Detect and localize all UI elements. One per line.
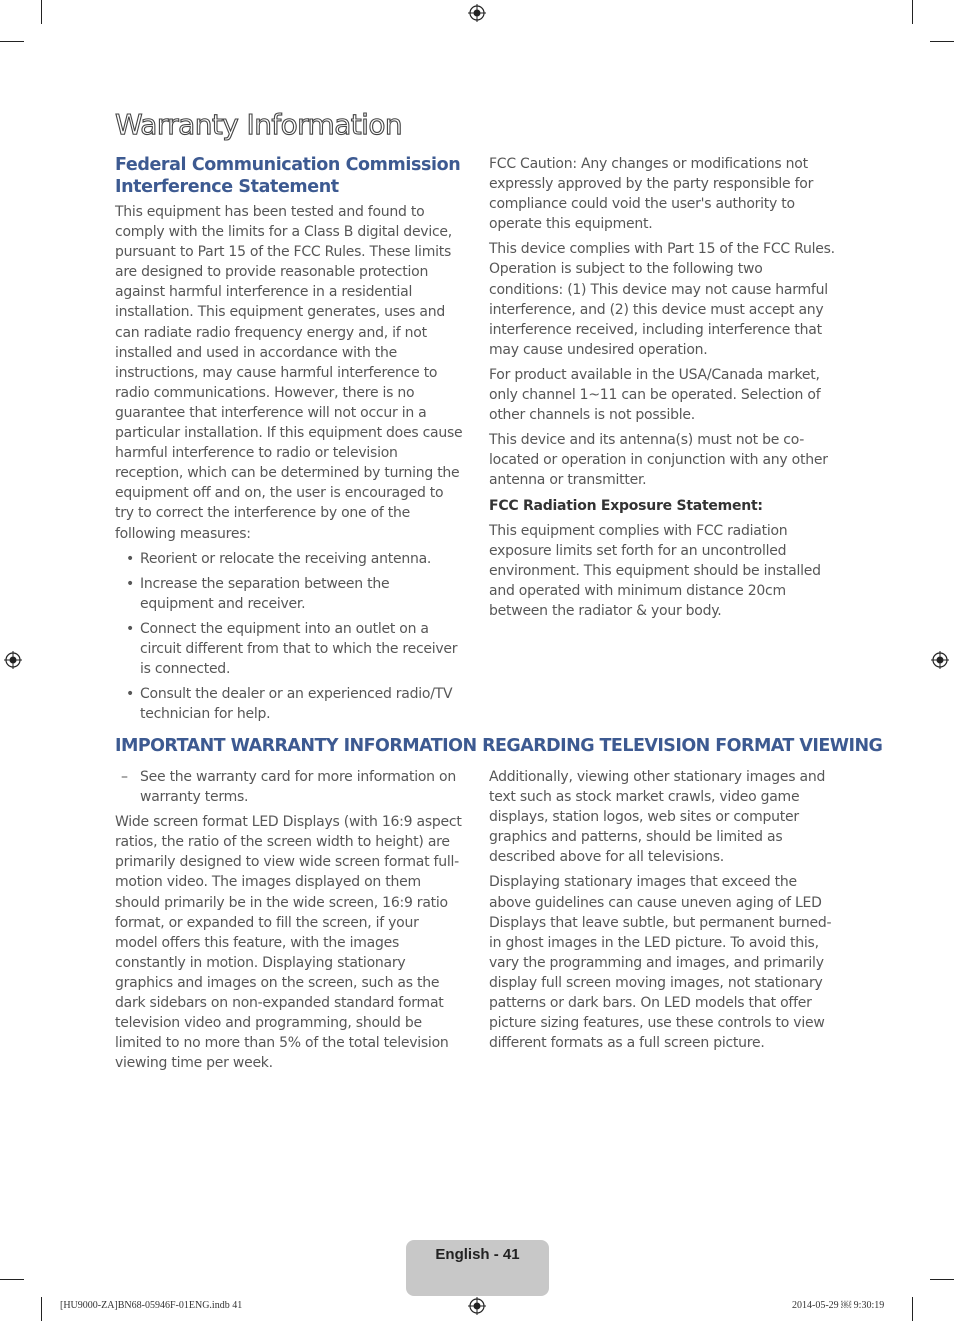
crop-mark-top-left-vertical: [41, 0, 42, 24]
radiation-text: This equipment complies with FCC radiation exposure limits set forth for an uncontrolled environment. This equipment should be installed and operated with minimum distance 20cm between the radiator & your body.: [489, 522, 821, 619]
warranty-right-column: [489, 767, 839, 1058]
crop-mark-bottom-right-horizontal: [930, 1279, 954, 1280]
bullet-mark: •: [126, 620, 135, 637]
crop-mark-bottom-left-horizontal: [0, 1279, 24, 1280]
registration-mark-right-icon: [931, 651, 949, 669]
list-item: • Consult the dealer or an experienced radio/TV technician for help.: [126, 686, 453, 723]
page-number-tab: [406, 1240, 549, 1296]
registration-mark-left-icon: [4, 651, 22, 669]
fcc-part15: This device complies with Part 15 of the FCC Rules. Operation is subject to the following two conditions: (1) This device may not cause harmful interference, and (2) this device must accept any interference received, including interference that may cause undesired operation.: [489, 241, 835, 358]
page-number-label: English - 41: [435, 1246, 520, 1263]
page-title: Warranty Information: [115, 108, 403, 141]
fcc-heading: Federal Communication Commission Interference Statement: [115, 155, 461, 197]
fcc-intro: This equipment has been tested and found to comply with the limits for a Class B digital device, pursuant to Part 15 of the FCC Rules. These limits are designed to provide reasonable protection against harmful interference in a residential installation. This equipment generates, uses and can radiate radio frequency energy and, if not installed and used in accordance with the instructions, may cause harmful interference to radio communications. However, there is no guarantee that interference will not occur in a particular installation. If this equipment does cause harmful interference to radio or television reception, which can be determined by turning the equipment off and on, the user is encouraged to try to correct the interference by one of the following measures:: [115, 204, 463, 542]
bullet-mark: •: [126, 575, 135, 592]
fcc-measures-list: [115, 549, 465, 725]
registration-mark-bottom-icon: [468, 1297, 486, 1315]
slug-date: 2014-05-29 ￼ 9:30:19: [792, 1300, 885, 1311]
list-item: – See the warranty card for more information on warranty terms.: [121, 769, 456, 806]
warranty-widescreen: Wide screen format LED Displays (with 16:9 aspect ratios, the ratio of the screen width to height) are primarily designed to view wide screen format full-motion video. The images displayed on them should primarily be in the wide screen, 16:9 ratio format, or expanded to fill the screen, if your model offers this feature, with the images constantly in motion. Displaying stationary graphics and images on the screen, such as the dark sidebars on non-expanded standard format television video and programming, should be limited to no more than 5% of the total television viewing time per week.: [115, 814, 462, 1072]
warranty-left-column: [115, 767, 465, 1078]
fcc-caution: FCC Caution: Any changes or modifications not expressly approved by the party responsible for compliance could void the user's authority to operate this equipment.: [489, 156, 814, 233]
crop-mark-top-left-horizontal: [0, 41, 24, 42]
warranty-heading: IMPORTANT WARRANTY INFORMATION REGARDING TELEVISION FORMAT VIEWING: [115, 736, 883, 756]
list-item: • Reorient or relocate the receiving antenna.: [115, 549, 465, 569]
list-item: • Increase the separation between the equipment and receiver.: [126, 575, 390, 612]
warranty-additionally: Additionally, viewing other stationary images and text such as stock market crawls, video game displays, station logos, web sites or computer graphics and patterns, should be limited as described above for all televisions.: [489, 769, 826, 866]
warranty-note-list: [115, 767, 465, 807]
bullet-mark: •: [126, 550, 135, 567]
crop-mark-top-right-horizontal: [930, 41, 954, 42]
crop-mark-top-right-vertical: [912, 0, 913, 24]
list-item: • Connect the equipment into an outlet on a circuit different from that to which the receiver is connected.: [126, 620, 458, 678]
registration-mark-top-icon: [468, 4, 486, 22]
warranty-burn-in: Displaying stationary images that exceed the above guidelines can cause uneven aging of LED Displays that leave subtle, but permanent burned-in ghost images in the LED picture. To avoid this, vary the programming and images, and primarily display full screen moving images, not stationary patterns or dark bars. On LED models that offer picture sizing features, use these controls to view different formats as a full screen picture.: [489, 874, 832, 1052]
fcc-antenna: This device and its antenna(s) must not be co-located or operation in conjunction with any other antenna or transmitter.: [489, 432, 828, 489]
fcc-channels: For product available in the USA/Canada market, only channel 1~11 can be operated. Selection of other channels is not possible.: [489, 366, 821, 424]
slug-file: [HU9000-ZA]BN68-05946F-01ENG.indb 41: [60, 1300, 243, 1311]
radiation-heading: FCC Radiation Exposure Statement:: [489, 497, 763, 514]
bullet-mark: •: [126, 686, 135, 703]
fcc-left-column: [115, 154, 465, 729]
crop-mark-bottom-right-vertical: [912, 1297, 913, 1321]
fcc-right-column: [489, 154, 839, 626]
crop-mark-bottom-left-vertical: [41, 1297, 42, 1321]
dash-mark: –: [121, 769, 128, 785]
